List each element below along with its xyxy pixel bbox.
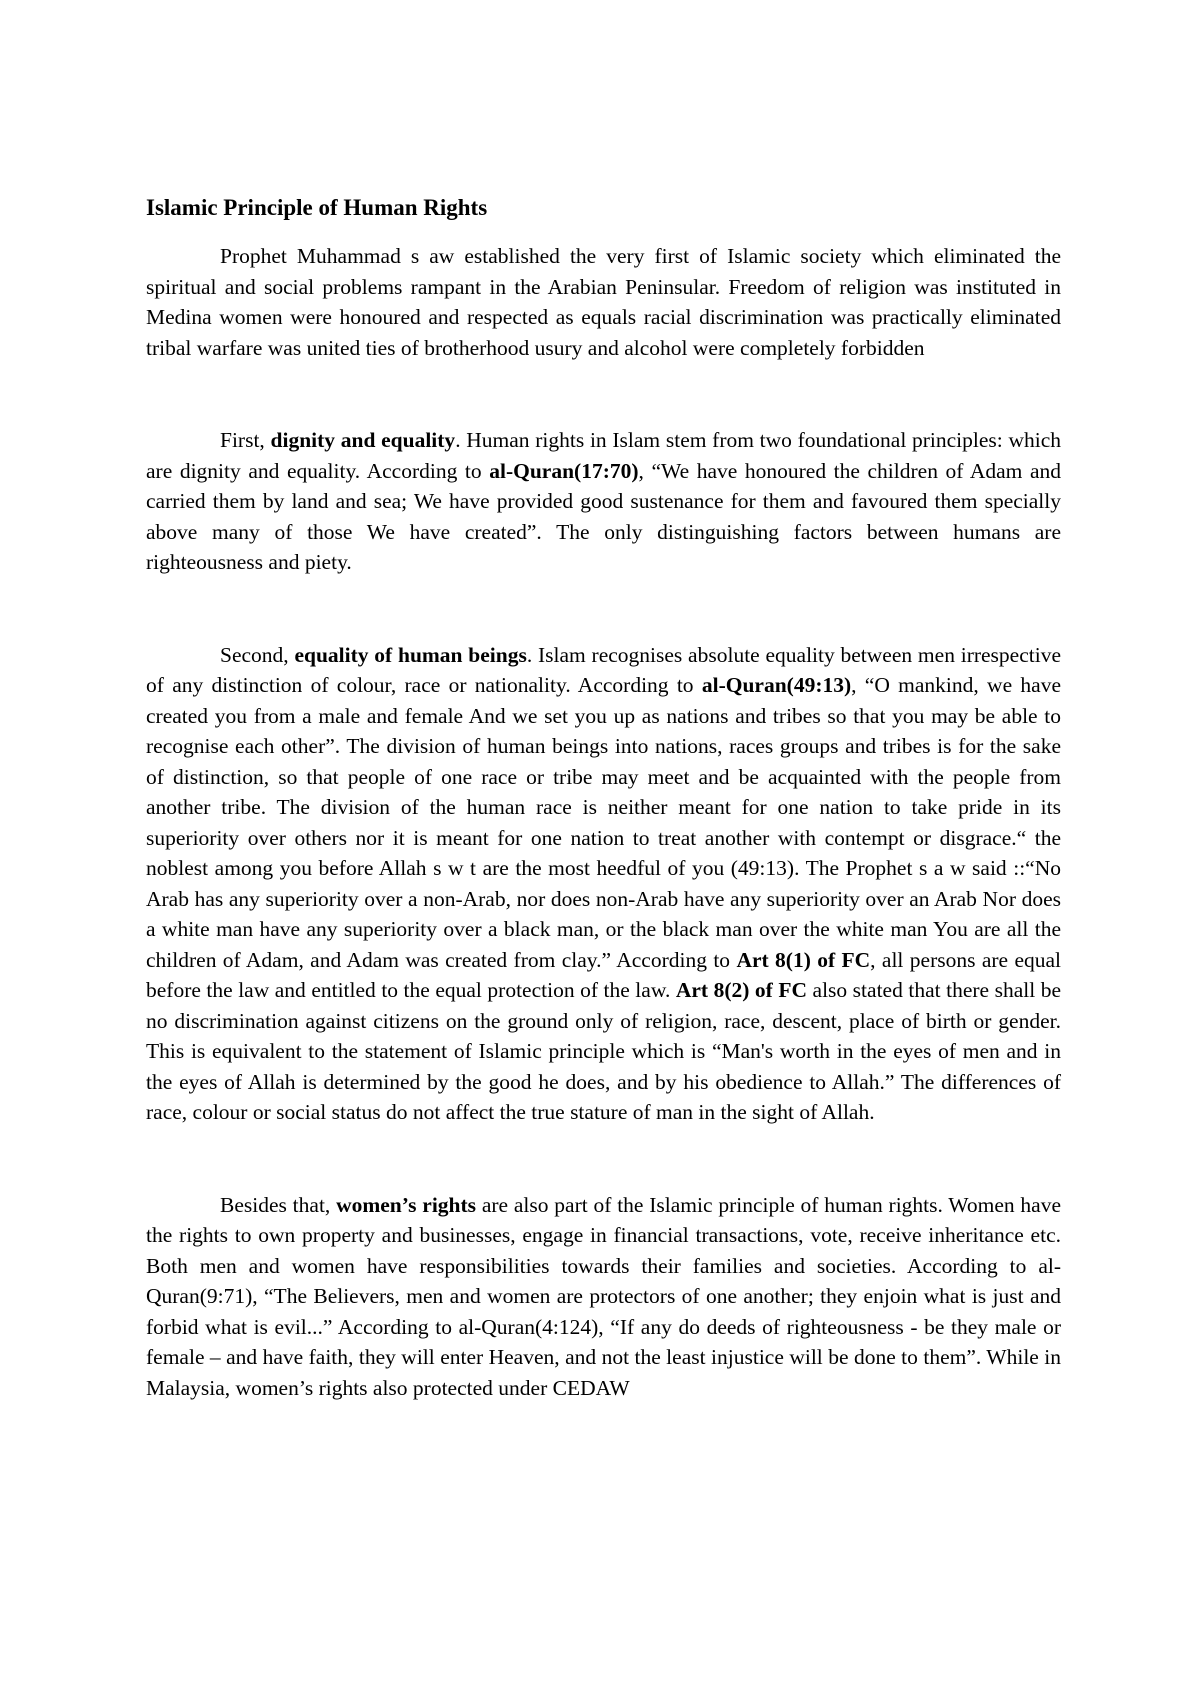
paragraph-dignity-equality <box>146 425 1061 578</box>
page-title: Islamic Principle of Human Rights <box>146 195 488 220</box>
paragraph-womens-rights <box>146 1190 1061 1404</box>
paragraph-text: are also part of the Islamic principle of human rights. Women have the rights to own property and businesses, engage in financial transactions, vote, receive inheritance etc. Both men and women have responsibilities towards their families and societies. According to al-Quran(9:71), “The Believers, men and women are protectors of one another; they enjoin what is just and forbid what is evil...” According to al-Quran(4:124), “If any do deeds of righteousness - be they male or female – and have faith, they will enter Heaven, and not the least injustice will be done to them”. While in Malaysia, women’s rights also protected under CEDAW <box>146 1192 1061 1400</box>
paragraph-text: , “We have honoured the children of Adam and carried them by land and sea; We have provided good sustenance for them and favoured them specially above many of those We have created”. The only distinguishing factors between humans are righteousness and piety. <box>146 458 1061 574</box>
paragraph-intro <box>146 241 1061 363</box>
paragraph-text: , “O mankind, we have created you from a male and female And we set you up as nations and tribes so that you may be able to recognise each other”. The division of human beings into nations, races groups and tribes is for the sake of distinction, so that people of one race or tribe may meet and be acquainted with the people from another tribe. The division of the human race is neither meant for one nation to take pride in its superiority over others nor it is meant for one nation to treat another with contempt or disgrace.“ the noblest among you before Allah s w t are the most heedful of you (49:13). The Prophet s a w said ::“No Arab has any superiority over a non-Arab, nor does non-Arab have any superiority over an Arab Nor does a white man have any superiority over a black man, or the black man over the white man You are all the children of Adam, and Adam was created from clay.” According to <box>146 673 1061 972</box>
paragraph-text: Prophet Muhammad s aw established the very first of Islamic society which eliminated the spiritual and social problems rampant in the Arabian Peninsular. Freedom of religion was instituted in Medina women were honoured and respected as equals racial discrimination was practically eliminated tribal warfare was united ties of brotherhood usury and alcohol were completely forbidden <box>146 244 1061 360</box>
paragraph-text: also stated that there shall be no discrimination against citizens on the ground only of religion, race, descent, place of birth or gender. This is equivalent to the statement of Islamic principle which is “Man's worth in the eyes of men and in the eyes of Allah is determined by the good he does, and by his obedience to Allah.” The differences of race, colour or social status do not affect the true stature of man in the sight of Allah. <box>146 978 1061 1124</box>
paragraph-text: . Human rights in Islam stem from two foundational principles: which are dignity and equality. According to <box>146 428 1061 483</box>
paragraph-text: First, <box>220 428 271 452</box>
bold-citation: Art 8(2) of FC <box>675 978 808 1002</box>
bold-term: dignity and equality <box>270 428 456 452</box>
paragraph-text: Second, <box>220 642 295 667</box>
paragraph-text: , all persons are equal before the law and entitled to the equal protection of the law. <box>146 947 1061 1002</box>
document-body <box>146 193 1061 1403</box>
paragraph-text: . Islam recognises absolute equality between men irrespective of any distinction of colour, race or nationality. According to <box>146 642 1061 697</box>
bold-citation: al-Quran(17:70) <box>489 458 639 483</box>
bold-citation: Art 8(1) of FC <box>736 947 871 972</box>
paragraph-text: Besides that, <box>220 1192 337 1217</box>
paragraph-equality-human-beings <box>146 640 1061 1128</box>
bold-citation: al-Quran(49:13) <box>701 673 852 697</box>
bold-term: women’s rights <box>336 1192 477 1217</box>
bold-term: equality of human beings <box>294 642 527 667</box>
